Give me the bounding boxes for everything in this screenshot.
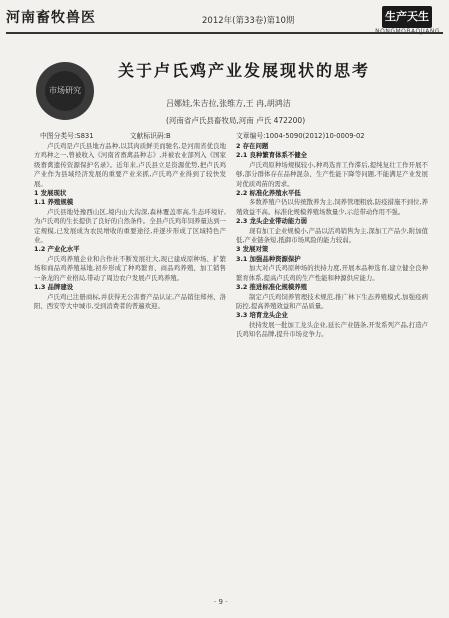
- issue-line: 2012年(第33卷)第10期: [202, 16, 295, 26]
- article-title: 关于卢氏鸡产业发展现状的思考: [118, 61, 371, 80]
- page-number: · 9 ·: [214, 598, 228, 606]
- article-authors: 吕娜娃,朱吉拉,张维方,王 冉,胡鸿洁: [166, 99, 291, 108]
- journal-name: 河南畜牧兽医: [6, 10, 96, 26]
- body-paragraph: 制定卢氏鸡饲养管理技术规范,推广林下生态养殖模式,加强疫病防控,提高养殖效益和产品质量。: [236, 292, 428, 310]
- section-emblem: [36, 62, 94, 120]
- clc-number: 中图分类号:S831: [40, 132, 94, 140]
- body-paragraph: 现有加工企业规模小,产品以活鸡销售为主,深加工产品少,附加值低,产业链条短,抵御市场风险的能力较弱。: [236, 226, 428, 245]
- section-heading: 2.1 良种繁育体系不健全: [236, 151, 308, 160]
- section-heading: 1.1 养殖规模: [34, 198, 74, 207]
- section-heading: 3 发展对策: [236, 245, 269, 254]
- section-heading: 3.1 加强品种资源保护: [236, 254, 301, 263]
- section-heading: 1 发展现状: [34, 189, 67, 198]
- document-code: 文献标识码:B: [129, 132, 171, 140]
- meta-left: [40, 130, 171, 140]
- section-heading: 2.3 龙头企业带动能力弱: [236, 217, 308, 226]
- section-heading: 3.3 培育龙头企业: [236, 311, 288, 320]
- article-affiliation: (河南省卢氏县畜牧局,河南 卢氏 472200): [166, 116, 306, 125]
- section-heading: 1.2 产业化水平: [34, 245, 80, 254]
- section-heading: 2.2 标准化养殖水平低: [236, 189, 301, 198]
- header-rule: [6, 32, 443, 34]
- body-paragraph: 卢氏鸡已注册商标,并获得无公害畜产品认证,产品销往郑州、洛阳、西安等大中城市,受到消费者的普遍欢迎。: [34, 292, 226, 310]
- body-paragraph: 卢氏县地处豫西山区,境内山大沟深,森林覆盖率高,生态环境好,为卢氏鸡的生长提供了良好的自然条件。全县卢氏鸡年饲养量达到一定规模,已发展成为农民增收的重要途径,并逐步形成了区域特色产业。: [34, 207, 226, 245]
- body-paragraph: 多数养殖户仍以传统散养为主,饲养管理粗放,防疫措施不到位,养殖效益不高。标准化规模养殖场数量少,示范带动作用不强。: [236, 198, 428, 216]
- masthead: [6, 4, 442, 32]
- body-paragraph: 卢氏鸡是卢氏县地方品种,以其肉质鲜美而驰名,是河南省优良地方鸡种之一,曾被收入《河南省畜禽品种志》,并被农业部列入《国家级畜禽遗传资源保护名录》。近年来,卢氏县立足资源优势,把卢氏鸡产业作为县域经济发展的重要产业来抓,卢氏鸡产业得到了较快发展。: [34, 142, 226, 188]
- section-badge: 生产天生: [382, 6, 432, 28]
- article-number: 文章编号:1004-5090(2012)10-0009-02: [236, 132, 365, 140]
- right-column: [236, 142, 428, 340]
- section-heading: 3.2 推进标准化规模养殖: [236, 283, 308, 292]
- section-heading: 1.3 品牌建设: [34, 283, 74, 292]
- section-heading: 2 存在问题: [236, 142, 269, 150]
- body-paragraph: 加大对卢氏鸡原种场的扶持力度,开展本品种选育,建立健全良种繁育体系,提高卢氏鸡的生产性能和种源供应能力。: [236, 264, 428, 282]
- left-column: [34, 142, 226, 311]
- body-paragraph: 卢氏鸡养殖企业和合作社不断发展壮大,现已建成原种场、扩繁场和商品鸡养殖基地,初步形成了种鸡繁育、商品鸡养殖、加工销售一条龙的产业格局,带动了周边农户发展卢氏鸡养殖。: [34, 254, 226, 282]
- emblem-label: 市场研究: [45, 71, 85, 111]
- body-paragraph: 扶持发展一批加工龙头企业,延长产业链条,开发系列产品,打造卢氏鸡知名品牌,提升市场竞争力。: [236, 320, 428, 339]
- body-paragraph: 卢氏鸡原种场规模较小,种鸡选育工作滞后,提纯复壮工作开展不够,部分群体存在品种混杂、生产性能下降等问题,不能满足产业发展对优质鸡苗的需求。: [236, 160, 428, 188]
